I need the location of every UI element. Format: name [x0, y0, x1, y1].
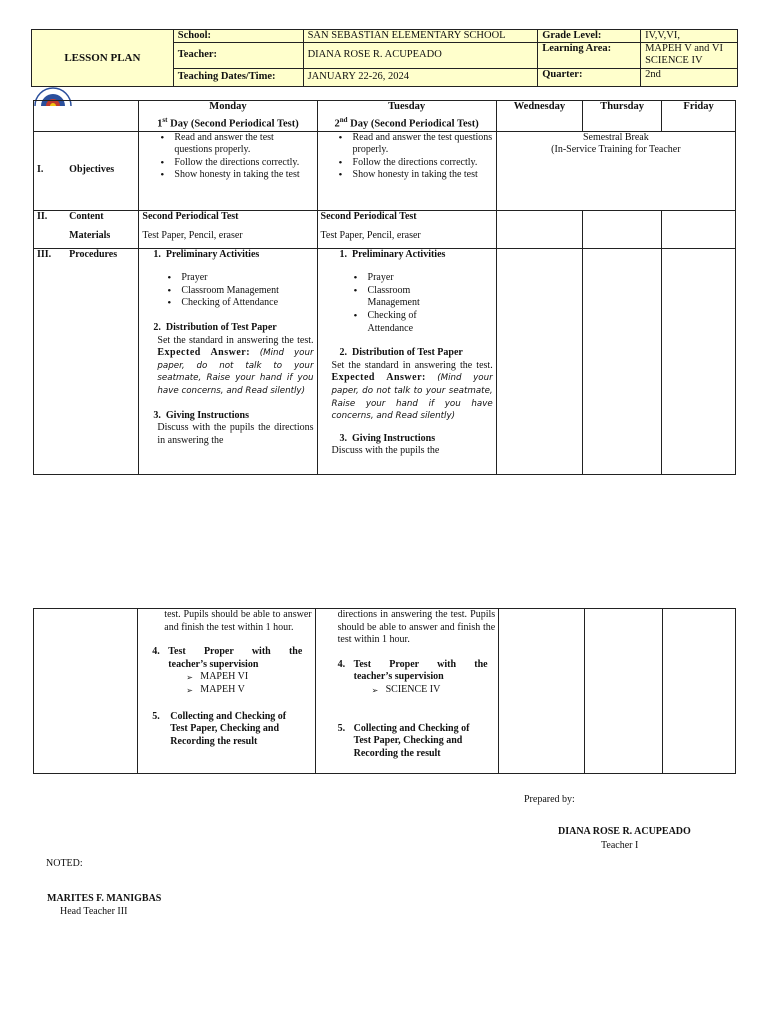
- objective-item: • Read and answer the test questions properly.: [160, 132, 313, 157]
- friday-header: Friday: [662, 101, 736, 132]
- lesson-plan-table-continued: [33, 608, 736, 774]
- teaching-dates-label: Teaching Dates/Time:: [173, 68, 303, 86]
- content-number: II.: [34, 210, 67, 248]
- semestral-break-note: [496, 131, 735, 210]
- tuesday-header: [317, 101, 496, 132]
- step-distribution: 2. Distribution of Test Paper: [153, 322, 277, 334]
- step-collecting: 5. Collecting and Checking of Test Paper, Checking and Recording the result: [337, 722, 470, 759]
- step-test-proper: 4. Test Proper with the teacher’s supervision: [337, 658, 488, 683]
- step-instructions: 3. Giving Instructions: [339, 432, 436, 444]
- wednesday-header: Wednesday: [496, 101, 582, 132]
- tuesday-content: [317, 210, 496, 248]
- lesson-plan-table: [33, 100, 736, 475]
- step-instructions: 3. Giving Instructions: [153, 409, 249, 421]
- procedures-label: Procedures: [66, 248, 139, 474]
- continued-label-cell: [34, 609, 138, 774]
- instructions-text-continued: test. Pupils should be able to answer and finish the test within 1 hour.: [164, 609, 312, 633]
- tuesday-procedures: [317, 248, 496, 474]
- step-collecting: 5. Collecting and Checking of Test Paper, Checking and Recording the result: [152, 710, 287, 747]
- teacher-label: Teacher:: [173, 43, 303, 68]
- monday-procedures-continued: [138, 609, 315, 774]
- content-label: Content: [69, 210, 104, 222]
- instructions-text: Discuss with the pupils the: [331, 445, 440, 457]
- step-distribution: 2. Distribution of Test Paper: [339, 347, 463, 359]
- content-value: Second Periodical Test: [142, 210, 239, 222]
- content-value: Second Periodical Test: [320, 210, 417, 222]
- prelim-item: • Prayer: [167, 272, 313, 285]
- learning-area-line-2: SCIENCE IV: [645, 55, 703, 67]
- noted-by-name: MARITES F. MANIGBAS: [47, 893, 162, 904]
- noted-by-title: Head Teacher III: [60, 906, 128, 917]
- thursday-content: [583, 210, 662, 248]
- teaching-dates-value: JANUARY 22-26, 2024: [303, 68, 538, 86]
- instructions-text: Discuss with the pupils the directions in answering the: [157, 422, 314, 446]
- thursday-header: Thursday: [583, 101, 662, 132]
- objectives-number: I.: [34, 131, 67, 210]
- materials-value: Test Paper, Pencil, eraser: [320, 230, 421, 242]
- lesson-plan-title: LESSON PLAN: [32, 30, 174, 87]
- content-label-cell: [66, 210, 139, 248]
- prelim-item: • Classroom Management: [354, 285, 446, 310]
- monday-objectives: [139, 131, 317, 210]
- grade-level-label: Grade Level:: [538, 30, 641, 43]
- learning-area-label: Learning Area:: [538, 43, 641, 68]
- quarter-value: 2nd: [641, 68, 738, 86]
- distribution-text: Set the standard in answering the test. Expected Answer: (Mind your paper, do not talk to your seatmate, Raise your hand if you have concerns, and Read silently): [157, 334, 314, 397]
- objective-item: • Show honesty in taking the test: [160, 169, 313, 182]
- objective-item: • Read and answer the test questions properly.: [339, 132, 493, 157]
- prepared-by-title: Teacher I: [601, 840, 639, 851]
- noted-label: NOTED:: [46, 858, 83, 869]
- learning-area-value: [641, 43, 738, 68]
- monday-label: Monday: [209, 101, 247, 112]
- prelim-item: • Checking of Attendance: [354, 310, 446, 335]
- thursday-procedures-continued: [584, 609, 662, 774]
- semestral-break-line: Semestral Break: [582, 131, 649, 143]
- school-value: SAN SEBASTIAN ELEMENTARY SCHOOL: [303, 30, 538, 43]
- objective-item: • Follow the directions correctly.: [339, 157, 493, 170]
- thursday-procedures: [583, 248, 662, 474]
- grade-level-value: IV,V,VI,: [641, 30, 738, 43]
- test-subject-item: ➢ MAPEH V: [152, 684, 311, 697]
- step-preliminary: 1. Preliminary Activities: [339, 248, 446, 260]
- friday-content: [662, 210, 736, 248]
- step-test-proper: 4. Test Proper with the teacher’s supervision: [152, 646, 303, 670]
- prepared-by-name: DIANA ROSE R. ACUPEADO: [558, 826, 691, 837]
- wednesday-content: [496, 210, 582, 248]
- prelim-item: • Classroom Management: [167, 285, 313, 298]
- prelim-item: • Checking of Attendance: [167, 297, 313, 310]
- monday-header: [139, 101, 317, 132]
- materials-label: Materials: [69, 230, 111, 242]
- learning-area-line-1: MAPEH V and VI: [645, 43, 723, 55]
- monday-subtitle: 1st Day (Second Periodical Test): [157, 115, 299, 130]
- distribution-text: Set the standard in answering the test. Expected Answer: (Mind your paper, do not talk to your seatmate, Raise your hand if you have concerns, and Read silently): [331, 359, 493, 422]
- prepared-by-label: Prepared by:: [524, 794, 575, 805]
- procedures-number: III.: [34, 248, 67, 474]
- prelim-item: • Prayer: [354, 272, 446, 285]
- school-label: School:: [173, 30, 303, 43]
- wednesday-procedures: [496, 248, 582, 474]
- test-subject-item: ➢ SCIENCE IV: [338, 684, 496, 697]
- objective-item: • Follow the directions correctly.: [160, 157, 313, 170]
- monday-procedures: [139, 248, 317, 474]
- step-preliminary: 1. Preliminary Activities: [153, 248, 260, 260]
- wednesday-procedures-continued: [499, 609, 585, 774]
- corner-cell: [34, 101, 139, 132]
- friday-procedures-continued: [662, 609, 735, 774]
- teacher-value: DIANA ROSE R. ACUPEADO: [303, 43, 538, 68]
- tuesday-objectives: [317, 131, 496, 210]
- tuesday-procedures-continued: [315, 609, 499, 774]
- tuesday-label: Tuesday: [388, 101, 426, 112]
- in-service-training-line: (In-Service Training for Teacher: [551, 144, 681, 156]
- objectives-label: Objectives: [66, 131, 139, 210]
- materials-value: Test Paper, Pencil, eraser: [142, 230, 243, 242]
- tuesday-subtitle: 2nd Day (Second Periodical Test): [334, 115, 479, 130]
- quarter-label: Quarter:: [538, 68, 641, 86]
- monday-content: [139, 210, 317, 248]
- instructions-text-continued: directions in answering the test. Pupils should be able to answer and finish the test within 1 hour.: [337, 609, 496, 646]
- test-subject-item: ➢ MAPEH VI: [152, 671, 311, 684]
- friday-procedures: [662, 248, 736, 474]
- objective-item: • Show honesty in taking the test: [339, 169, 493, 182]
- lesson-plan-header: [31, 29, 738, 87]
